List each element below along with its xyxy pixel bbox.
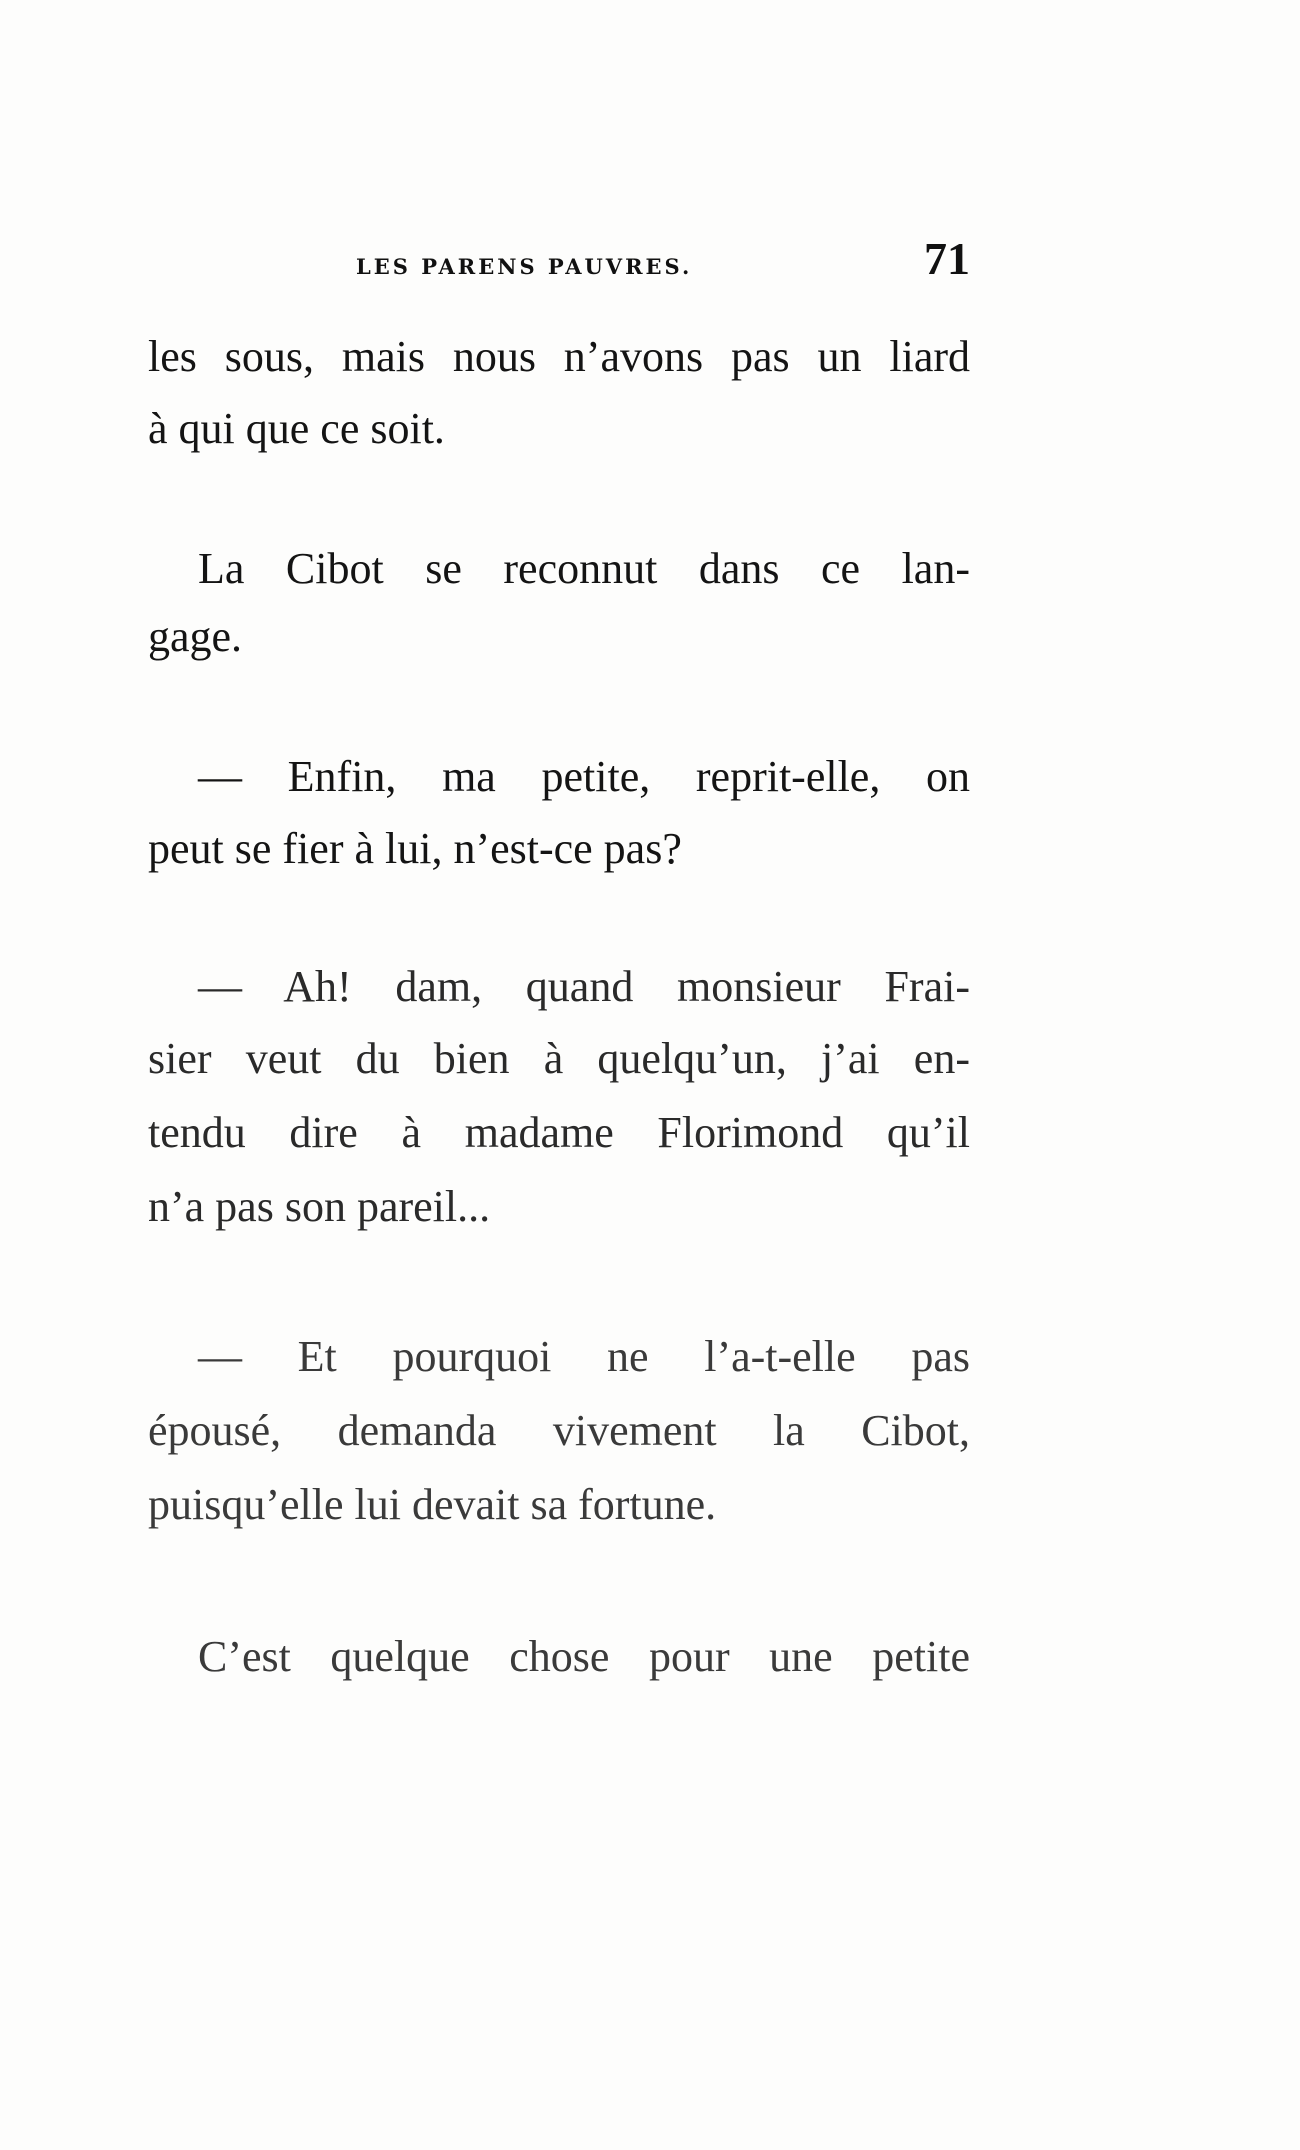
text-line: — Et pourquoi ne l’a-t-elle pas — [198, 1332, 970, 1381]
text-line: C’est quelque chose pour une petite — [198, 1632, 970, 1681]
text-line: sier veut du bien à quelqu’un, j’ai en- — [148, 1034, 970, 1083]
running-title: LES PARENS PAUVRES. — [356, 254, 693, 279]
page-number: 71 — [924, 233, 970, 284]
text-line: peut se fier à lui, n’est-ce pas? — [148, 824, 682, 873]
text-line: tendu dire à madame Florimond qu’il — [148, 1108, 970, 1157]
text-line: puisqu’elle lui devait sa fortune. — [148, 1480, 717, 1529]
page-header — [150, 232, 970, 292]
text-line: à qui que ce soit. — [148, 404, 445, 453]
text-line: épousé, demanda vivement la Cibot, — [148, 1406, 970, 1455]
text-line: les sous, mais nous n’avons pas un liard — [148, 332, 970, 381]
text-line: gage. — [148, 612, 243, 661]
text-line: — Enfin, ma petite, reprit-elle, on — [198, 752, 970, 801]
text-line: n’a pas son pareil... — [148, 1182, 491, 1231]
text-line: — Ah! dam, quand monsieur Frai- — [198, 962, 970, 1011]
text-line: La Cibot se reconnut dans ce lan- — [198, 544, 970, 593]
